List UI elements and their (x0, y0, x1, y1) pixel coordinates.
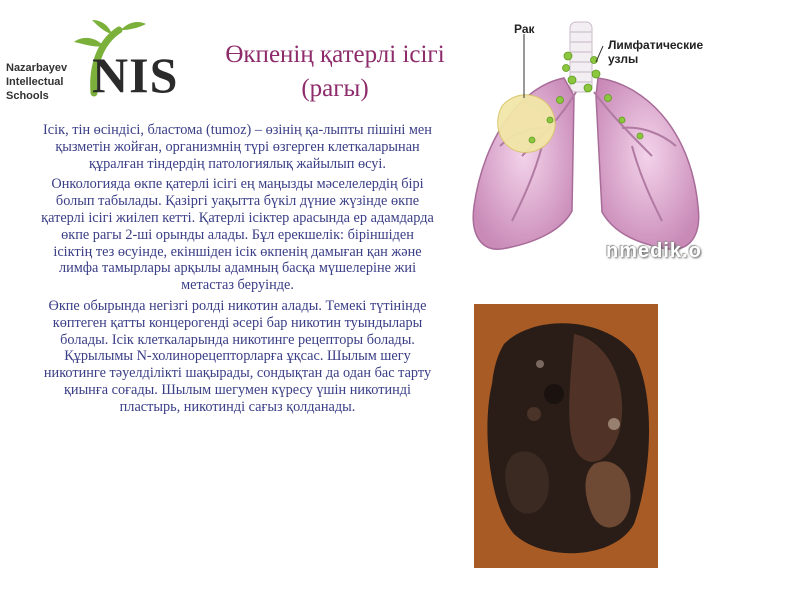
tumor-specimen-photo (474, 304, 658, 568)
watermark: nmedik.o (606, 240, 702, 262)
label-lymph-nodes (608, 38, 703, 66)
tumor-mass (498, 95, 555, 153)
lung-left (596, 78, 699, 249)
body-text (40, 122, 435, 420)
logo-line-3: Schools (6, 90, 49, 102)
logo-school-name (6, 61, 67, 103)
paragraph-oncology: Онкологияда өкпе қатерлі ісігі ең маңызды мәселелердің бірі болып табылады. Қазіргі уақытта бүкіл дүние жүзінде өкпе қатерлі ісігі жиілеп кетті. Қатерлі ісіктер арасында ер адамдарда өкпе рагы 2-ші орынды алады. Бұл ерекшелік: біріншіден ісіктің тез өсуінде, екіншіден ісік өкпенің дамыған қан және лимфа тамырлары арқылы адамның басқа мүшелеріне жиі метастаз беруінде. (41, 176, 434, 294)
nis-logo (6, 18, 206, 113)
logo-line-1: Nazarbayev (6, 62, 68, 74)
title-line-2: (рагы) (301, 75, 369, 102)
logo-wordmark: NIS (92, 47, 179, 103)
label-cancer: Рак (514, 22, 535, 36)
page-title (200, 38, 470, 106)
logo-line-2: Intellectual (6, 76, 64, 88)
label-lymph-nodes-line-1: Лимфатические (608, 38, 704, 52)
paragraph-nicotine: Өкпе обырында негізгі ролді никотин алады. Темекі түтінінде көптеген қатты концерогенді әсері бар никотин туындылары болады. Ісік клеткаларында никотинге рецепторы болады. Құрылымы N-холинорецепторларға ұқсас. Шылым шегу никотинге тәуелділікті шақырады, сондықтан да одан бас тарту қиынға соғады. Шылым шегумен күресу үшін никотинді пластырь, никотинді сағыз қолданады. (43, 297, 432, 415)
label-lymph-nodes-line-2: узлы (608, 52, 639, 66)
paragraph-definition: Ісік, тін өсіндісі, бластома (tumoz) – өзінің қа-лыпты пішіні мен қызметін жойған, организмнің түрі өзгерген клеткаларынан құралған тіндердің патологиялық жайылып өсуі. (43, 122, 432, 172)
title-line-1: Өкпенің қатерлі ісігі (225, 41, 445, 68)
